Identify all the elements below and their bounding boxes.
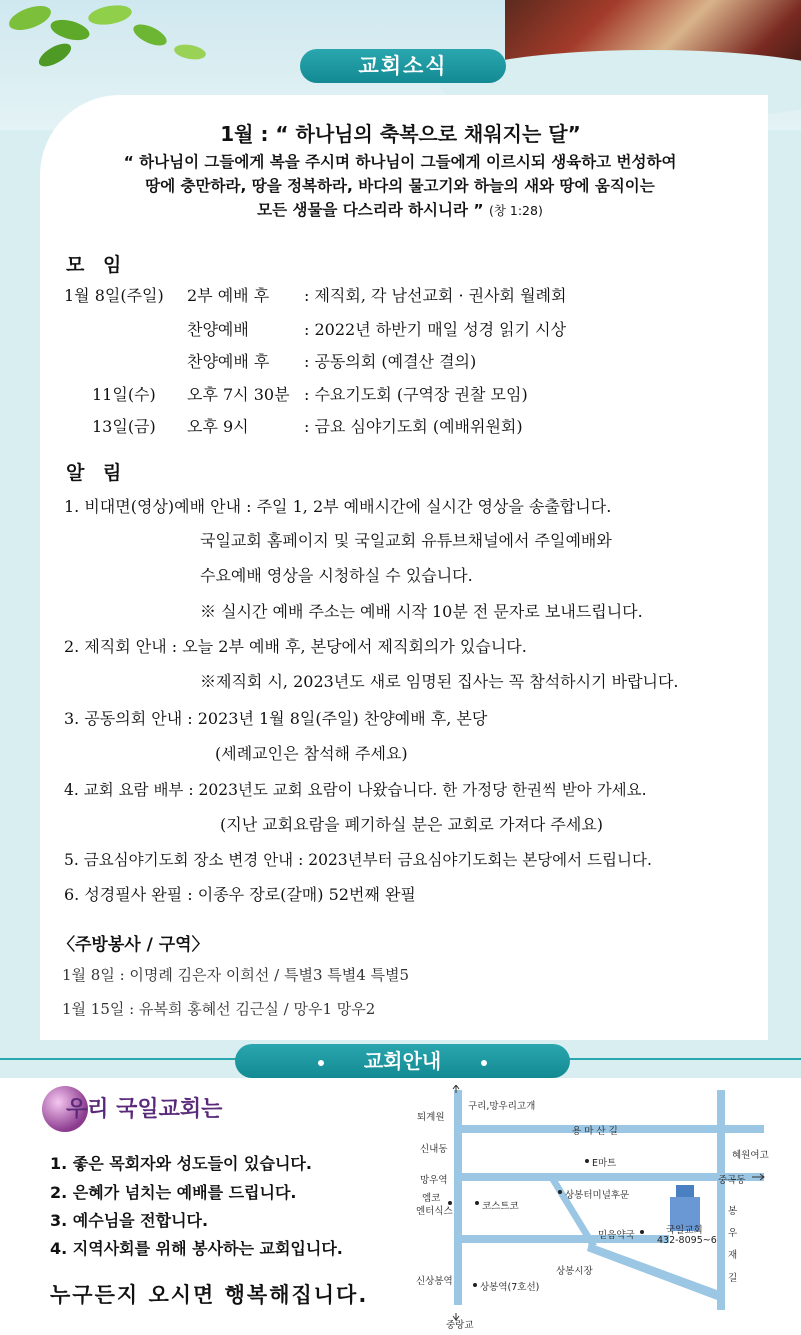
map-label: 용 마 산 길 [572,1126,618,1137]
meeting-time: 2부 예배 후 [187,286,270,305]
notices-heading: 알 림 [66,462,128,484]
notice-line: 2. 제직회 안내 : 오늘 2부 예배 후, 본당에서 제직회의가 있습니다. [64,637,527,656]
notice-line: 4. 교회 요람 배부 : 2023년도 교회 요람이 나왔습니다. 한 가정당 한권씩 받아 가세요. [64,781,647,799]
map-label: 신내동 [420,1144,448,1155]
map-label: 망우역 [420,1175,448,1186]
church-info-title: 교회안내 [235,1044,570,1078]
map-label: 엔터식스 [416,1206,453,1217]
map-label: 퇴계원 [417,1112,445,1123]
meeting-desc: : 공동의회 (예결산 결의) [304,352,477,371]
meeting-desc: : 수요기도회 (구역장 권찰 모임) [304,385,528,404]
verse-line: 땅에 충만하라, 땅을 정복하라, 바다의 물고기와 하늘의 새와 땅에 움직이는 [145,177,655,195]
meeting-desc: : 제직회, 각 남선교회 · 권사회 월례회 [304,286,567,305]
meeting-desc: : 2022년 하반기 매일 성경 읽기 시상 [304,320,567,339]
month-theme-heading: 1월 : “ 하나님의 축복으로 채워지는 달” [220,122,581,146]
church-feature: 3. 예수님을 전합니다. [50,1211,209,1230]
map-label: 우 [728,1228,738,1239]
meeting-date: 13일(금) [92,417,156,436]
kitchen-duty-heading: 〈주방봉사 / 구역〉 [58,935,209,955]
map-label: 엠코 [422,1193,441,1204]
notice-line: 3. 공동의회 안내 : 2023년 1월 8일(주일) 찬양예배 후, 본당 [64,709,488,728]
meeting-time: 오후 9시 [187,417,249,436]
map-label: 중랑교 [446,1320,474,1331]
leaves-decoration [0,0,240,70]
map-label: 상봉시장 [556,1266,593,1277]
notice-line: 6. 성경필사 완필 : 이종우 장로(갈매) 52번째 완필 [64,885,416,904]
map-label: 재 [728,1250,738,1261]
meeting-time: 찬양예배 [187,320,249,339]
map-label: 상봉터미널후문 [565,1190,630,1201]
meeting-time: 찬양예배 후 [187,352,270,371]
verse-reference: (창 1:28) [488,203,543,218]
notice-line: 5. 금요심야기도회 장소 변경 안내 : 2023년부터 금요심야기도회는 본당에서 드립니다. [64,851,652,869]
notice-line: (지난 교회요람을 폐기하실 분은 교회로 가져다 주세요) [220,815,604,834]
map-label: 길 [728,1273,738,1284]
duty-row: 1월 15일 : 유복희 홍혜선 김근실 / 망우1 망우2 [62,1000,376,1018]
verse-line: 모든 생물을 다스리라 하시니라 ” (창 1:28) [257,201,543,219]
duty-row: 1월 8일 : 이명례 김은자 이희선 / 특별3 특별4 특별5 [62,966,410,984]
map-label: 국일교회 [666,1225,703,1236]
map-label: 신상봉역 [416,1276,453,1287]
meeting-time: 오후 7시 30분 [187,385,290,404]
bible-verse [80,150,720,223]
church-feature: 1. 좋은 목회자와 성도들이 있습니다. [50,1154,312,1173]
map-label: 코스트코 [482,1201,519,1212]
map-label: 상봉역(7호선) [480,1282,540,1293]
church-feature: 2. 은혜가 넘치는 예배를 드립니다. [50,1183,297,1202]
map-label: 432-8095~6 [657,1235,717,1246]
location-map [412,1085,797,1330]
meetings-heading: 모 임 [66,254,128,276]
notice-line: ※ 실시간 예배 주소는 예배 시작 10분 전 문자로 보내드립니다. [200,602,643,621]
meeting-desc: : 금요 심야기도회 (예배위원회) [304,417,523,436]
notice-line: 국일교회 홈페이지 및 국일교회 유튜브채널에서 주일예배와 [200,531,612,550]
map-roads [412,1085,797,1330]
slogan: 누구든지 오시면 행복해집니다. [50,1283,369,1307]
meeting-date: 1월 8일(주일) [64,286,164,305]
dot-icon [481,1060,487,1066]
map-label: 구리,망우리고개 [468,1101,536,1112]
verse-line: “ 하나님이 그들에게 복을 주시며 하나님이 그들에게 이르시되 생육하고 번성하여 [123,153,677,171]
page-title: 교회소식 [300,49,506,83]
map-label: E마트 [592,1158,617,1169]
map-label: 혜원여고 [732,1150,769,1161]
notice-line: 수요예배 영상을 시청하실 수 있습니다. [200,566,473,585]
dot-icon [318,1060,324,1066]
church-intro-title: 우리 국일교회는 [66,1097,223,1122]
notice-line: (세례교인은 참석해 주세요) [215,744,408,763]
map-label: 믿음약국 [598,1230,635,1241]
map-label: 중곡동 [718,1175,746,1186]
notice-line: ※제직회 시, 2023년도 새로 임명된 집사는 꼭 참석하시기 바랍니다. [200,672,679,691]
notice-line: 1. 비대면(영상)예배 안내 : 주일 1, 2부 예배시간에 실시간 영상을 송출합니다. [64,497,612,516]
meeting-date: 11일(수) [92,385,156,404]
map-label: 봉 [728,1206,738,1217]
church-feature: 4. 지역사회를 위해 봉사하는 교회입니다. [50,1239,343,1258]
